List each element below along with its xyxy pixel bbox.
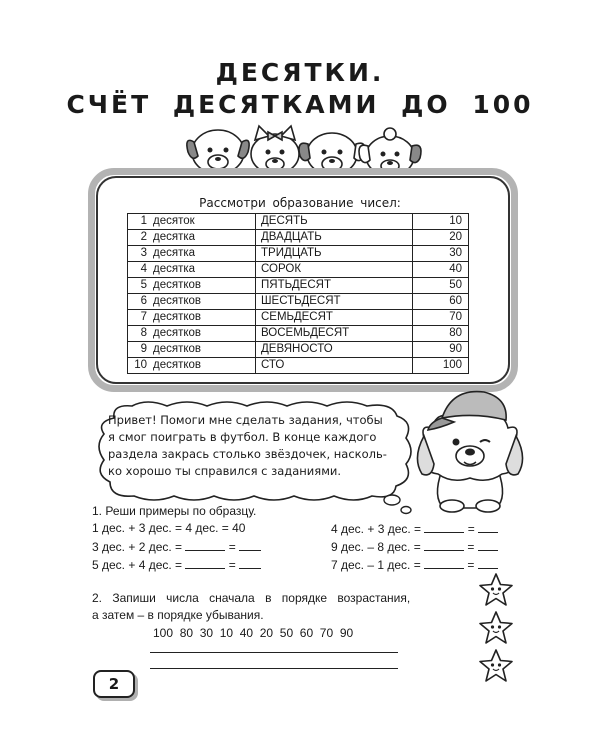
number-word-cell: СЕМЬДЕСЯТ [256, 310, 413, 326]
tens-number: 3 [140, 247, 147, 259]
tens-unit: десяток [153, 215, 195, 227]
answer-blank[interactable] [478, 521, 498, 533]
page-number: 2 [93, 670, 135, 698]
tens-unit: десятков [153, 279, 202, 291]
number-word-cell: ДВАДЦАТЬ [256, 230, 413, 246]
speech-line: раздела закрась столько звёздочек, насколь- [108, 447, 387, 461]
tens-count-cell [128, 214, 256, 230]
rating-star-icon[interactable] [478, 648, 514, 684]
number-value-cell: 80 [413, 326, 469, 342]
task1-row-left: 5 дес. + 4 дес. = = [92, 557, 261, 572]
task1-expression: 9 дес. – 8 дес. = [331, 540, 421, 554]
tens-count-cell [128, 246, 256, 262]
task1-expression: 5 дес. + 4 дес. = [92, 558, 183, 572]
speech-line: я смог поиграть в футбол. В конце каждого [108, 430, 377, 444]
tens-count-cell [128, 230, 256, 246]
number-value-cell: 10 [413, 214, 469, 230]
tens-count-cell [128, 342, 256, 358]
tens-number: 1 [140, 215, 147, 227]
table-row [128, 246, 469, 262]
table-row [128, 278, 469, 294]
tens-number: 9 [140, 343, 147, 355]
table-row [128, 262, 469, 278]
answer-line[interactable] [150, 652, 398, 653]
number-word-cell: ТРИДЦАТЬ [256, 246, 413, 262]
table-row [128, 358, 469, 374]
tens-unit: десятков [153, 343, 202, 355]
task1-heading: 1. Реши примеры по образцу. [92, 504, 257, 518]
answer-blank[interactable] [185, 557, 225, 569]
number-word-cell: СТО [256, 358, 413, 374]
number-word-cell: СОРОК [256, 262, 413, 278]
tens-count-cell [128, 262, 256, 278]
tens-unit: десятка [153, 263, 196, 275]
speech-line: Привет! Помоги мне сделать задания, чтобы [108, 413, 383, 427]
speech-text [108, 412, 408, 480]
tens-unit: десятков [153, 327, 202, 339]
tens-count-cell [128, 358, 256, 374]
tens-number: 2 [140, 231, 147, 243]
number-word-cell: ШЕСТЬДЕСЯТ [256, 294, 413, 310]
tens-number: 6 [140, 295, 147, 307]
task1-expression: 3 дес. + 2 дес. = [92, 540, 183, 554]
tens-count-cell [128, 294, 256, 310]
rating-star-icon[interactable] [478, 572, 514, 608]
task1-row-right: 4 дес. + 3 дес. = = [331, 521, 498, 536]
table-row [128, 214, 469, 230]
number-value-cell: 90 [413, 342, 469, 358]
number-value-cell: 70 [413, 310, 469, 326]
number-value-cell: 20 [413, 230, 469, 246]
tens-count-cell [128, 310, 256, 326]
number-value-cell: 30 [413, 246, 469, 262]
answer-line[interactable] [150, 668, 398, 669]
page-title-line-1: ДЕСЯТКИ. [215, 58, 385, 87]
number-word-cell: ВОСЕМЬДЕСЯТ [256, 326, 413, 342]
answer-blank[interactable] [239, 539, 261, 551]
table-caption: Рассмотри образование чисел: [199, 196, 401, 210]
tens-count-cell [128, 326, 256, 342]
tens-number: 4 [140, 263, 147, 275]
number-value-cell: 50 [413, 278, 469, 294]
task1-example: 1 дес. + 3 дес. = 4 дес. = 40 [92, 521, 246, 535]
tens-table [127, 213, 469, 374]
task1-row-left: 3 дес. + 2 дес. = = [92, 539, 261, 554]
dog-with-cap-illustration [412, 378, 527, 513]
answer-blank[interactable] [424, 539, 464, 551]
tens-number: 10 [134, 359, 147, 371]
tens-unit: десятков [153, 359, 202, 371]
number-word-cell: ДЕСЯТЬ [256, 214, 413, 230]
number-value-cell: 40 [413, 262, 469, 278]
tens-number: 7 [140, 311, 147, 323]
answer-blank[interactable] [478, 539, 498, 551]
tens-unit: десятка [153, 247, 196, 259]
page-title-line-2: СЧЁТ ДЕСЯТКАМИ ДО 100 [66, 90, 534, 119]
table-row [128, 310, 469, 326]
task1-row-right: 7 дес. – 1 дес. = = [331, 557, 498, 572]
number-value-cell: 60 [413, 294, 469, 310]
tens-unit: десятков [153, 311, 202, 323]
answer-blank[interactable] [239, 557, 261, 569]
table-row [128, 294, 469, 310]
number-value-cell: 100 [413, 358, 469, 374]
table-row [128, 342, 469, 358]
tens-unit: десятка [153, 231, 196, 243]
answer-blank[interactable] [424, 557, 464, 569]
number-word-cell: ПЯТЬДЕСЯТ [256, 278, 413, 294]
task2-line-1: 2. Запиши числа сначала в порядке возрастания, [92, 591, 411, 605]
task2-numbers: 100 80 30 10 40 20 50 60 70 90 [153, 626, 354, 640]
answer-blank[interactable] [424, 521, 464, 533]
task1-expression: 7 дес. – 1 дес. = [331, 558, 421, 572]
speech-line: ко хорошо ты справился с заданиями. [108, 464, 342, 478]
table-row [128, 326, 469, 342]
task2-line-2: а затем – в порядке убывания. [92, 608, 264, 622]
tens-count-cell [128, 278, 256, 294]
tens-number: 5 [140, 279, 147, 291]
task1-expression: 4 дес. + 3 дес. = [331, 522, 422, 536]
tens-number: 8 [140, 327, 147, 339]
answer-blank[interactable] [185, 539, 225, 551]
number-word-cell: ДЕВЯНОСТО [256, 342, 413, 358]
tens-unit: десятков [153, 295, 202, 307]
answer-blank[interactable] [478, 557, 498, 569]
table-row [128, 230, 469, 246]
rating-star-icon[interactable] [478, 610, 514, 646]
task1-row-right: 9 дес. – 8 дес. = = [331, 539, 498, 554]
